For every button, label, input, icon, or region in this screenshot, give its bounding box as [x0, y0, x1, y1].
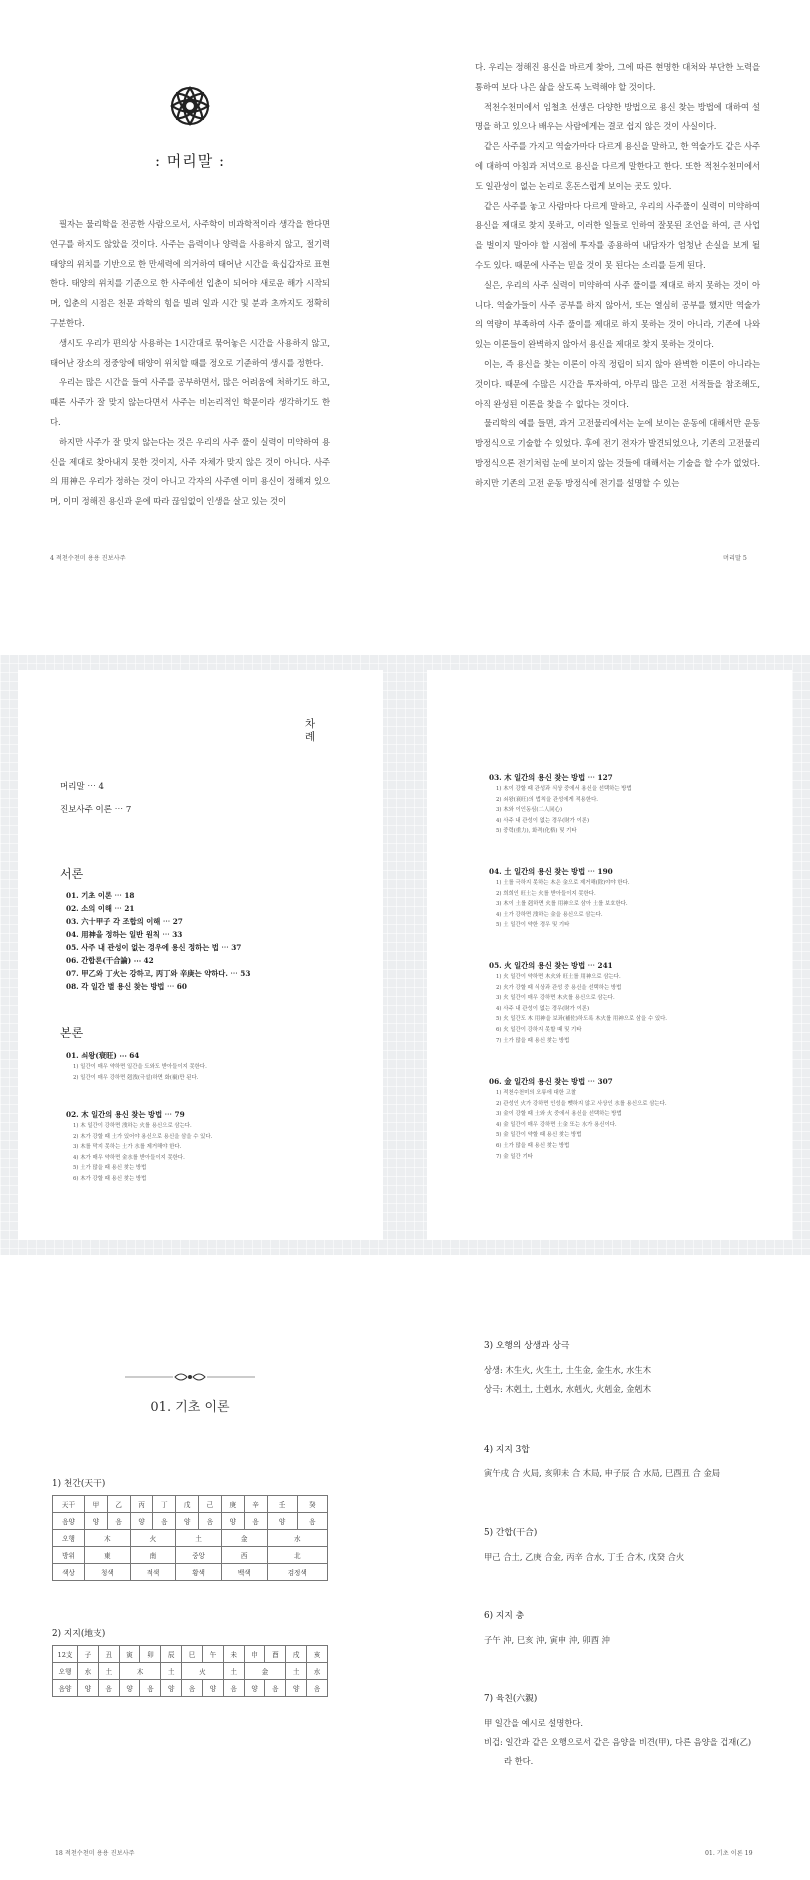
table-cell: 癸 [297, 1496, 327, 1513]
table-cell: 火 [130, 1530, 176, 1547]
table-cell: 木 [119, 1663, 161, 1680]
table-cell: 방위 [53, 1547, 85, 1564]
table-row [53, 1663, 328, 1680]
table-cell: 양 [78, 1680, 99, 1697]
toc-sub-list [66, 1062, 207, 1083]
table-row [53, 1680, 328, 1697]
toc-sub-item[interactable]: 5) 金 일간이 약할 때 용신 찾는 방법 [496, 1132, 582, 1139]
table-cell: 辰 [161, 1646, 182, 1663]
paragraph: 같은 사주를 놓고 사람마다 다르게 말하고, 우리의 사주풀이 실력이 미약하여 용신을 제대로 찾지 못하고, 이러한 일들로 인하여 잘못된 조언을 하여, 큰 사업을 벌이지 말아야 할 시점에 투자를 종용하여 내담자가 엄청난 손실을 보게 될 수도 있다. 때문에 사주는 믿을 것이 못 된다는 소리를 듣게 된다. [475, 200, 760, 270]
table-cell: 甲 [85, 1496, 108, 1513]
table-cell: 南 [130, 1547, 176, 1564]
table-cell: 음 [98, 1680, 119, 1697]
toc-sub-item[interactable]: 3) 木이 土를 剋하면 火를 用神으로 삼아 土를 보호한다. [496, 901, 628, 908]
toc-chapter [489, 771, 632, 837]
table-cell: 음 [153, 1513, 176, 1530]
section-title: 2) 지지(地支) [52, 1629, 106, 1639]
heavenly-stems-table [52, 1495, 328, 1581]
toc-sub-item[interactable]: 1) 일간이 매우 약하면 일간을 도와도 받아들이지 못한다. [73, 1064, 207, 1070]
toc-sub-item[interactable]: 3) 金이 강할 때 土와 火 중에서 용신을 선택하는 방법 [496, 1111, 622, 1118]
table-cell: 오행 [53, 1530, 85, 1547]
toc-sub-item[interactable]: 2) 火가 강할 때 식상과 관성 중 용신을 선택하는 방법 [496, 984, 622, 991]
table-cell: 土 [98, 1663, 119, 1680]
table-cell: 未 [223, 1646, 244, 1663]
table-cell: 음 [199, 1513, 222, 1530]
toc-sub-item[interactable]: 5) 土 일간이 약한 경우 및 기타 [496, 922, 570, 929]
paragraph: 물리학의 예를 들면, 과거 고전물리에서는 눈에 보이는 운동에 대해서만 운동 방정식으로 기술할 수 있었다. 후에 전기 전자가 발견되었으나, 기존의 고전물리 방정식으론 전기처럼 눈에 보이지 않는 것들에 대해서는 기술을 할 수가 없었다. 하지만 기존의 고전 운동 방정식에 전기를 설명할 수 있는 [475, 418, 760, 488]
chapter-title: 01. 기초 이론 [150, 1400, 230, 1415]
table-row [53, 1646, 328, 1663]
section-title: 7) 육친(六親) [484, 1694, 538, 1704]
toc-sub-item[interactable]: 6) 木가 강할 때 용신 찾는 방법 [73, 1175, 147, 1182]
toc-part1-list [66, 889, 250, 993]
table-cell: 음 [307, 1680, 328, 1697]
paragraph: 이는, 즉 용신을 찾는 이론이 아직 정립이 되지 않아 완벽한 이론이 아니라는 것이다. 때문에 수많은 시간을 투자하여, 아무리 많은 고전 서적들을 참조해도, 아직 완성된 이론을 찾을 수 없다는 것이다. [475, 358, 760, 409]
table-cell: 土 [286, 1663, 307, 1680]
toc-sub-item[interactable]: 1) 土를 극하지 못하는 木은 金으로 제거해(除)야야 한다. [496, 880, 630, 886]
paragraph: 생시도 우리가 편의상 사용하는 1시간대로 묶어놓은 시간을 사용하지 않고, 태어난 장소의 정중앙에 태양이 위치할 때를 정오로 기준하여 생시를 정한다. [50, 337, 330, 368]
section-title: 6) 지지 충 [484, 1611, 525, 1621]
paragraph: 적천수천미에서 임철초 선생은 다양한 방법으로 용신 찾는 방법에 대하여 설명을 하고 있으나 배우는 사람에게는 결코 쉽지 않은 것이 사실이다. [475, 101, 760, 132]
table-cell: 戊 [176, 1496, 199, 1513]
toc-item[interactable]: 04. 用神을 정하는 일반 원칙 ⋯ 33 [66, 930, 183, 939]
table-cell: 양 [119, 1680, 140, 1697]
table-cell: 水 [78, 1663, 99, 1680]
table-cell: 火 [182, 1663, 224, 1680]
table-cell: 음 [223, 1680, 244, 1697]
toc-item[interactable]: 07. 甲乙와 丁火는 강하고, 丙丁와 辛庚는 약하다. ⋯ 53 [66, 969, 251, 978]
toc-sub-item[interactable]: 4) 土가 강하면 洩하는 金을 용신으로 삼는다. [496, 911, 603, 918]
preface-heading: : 머리말 : [154, 152, 226, 170]
toc-sub-item[interactable]: 7) 土가 많을 때 용신 찾는 방법 [496, 1037, 570, 1044]
toc-left-page [18, 670, 383, 1240]
toc-sub-item[interactable]: 7) 金 일간 기타 [496, 1153, 533, 1160]
section-title: 4) 지지 3합 [484, 1445, 530, 1455]
paragraph: 다. 우리는 정해진 용신을 바르게 찾아, 그에 따른 현명한 대처와 부단한 노력을 통하여 보다 나은 삶을 살도록 노력해야 할 것이다. [475, 62, 760, 92]
toc-sub-list [489, 784, 632, 837]
page-footer: 머리말 5 [723, 555, 747, 562]
table-cell: 중앙 [176, 1547, 222, 1564]
table-cell: 음양 [53, 1513, 85, 1530]
toc-item[interactable]: 02. 소의 이해 ⋯ 21 [66, 904, 135, 913]
table-cell: 木 [85, 1530, 131, 1547]
toc-item[interactable]: 06. 간합론(干合論) ⋯ 42 [66, 956, 154, 965]
toc-sub-list [66, 1121, 212, 1185]
table-cell: 음 [107, 1513, 130, 1530]
table-cell: 壬 [267, 1496, 297, 1513]
toc-sub-item[interactable]: 3) 木를 막지 못하는 土가 水를 제거해야 한다. [73, 1144, 182, 1151]
table-cell: 辛 [244, 1496, 267, 1513]
toc-item[interactable]: 05. 사주 내 관성이 없는 경우에 용신 정하는 법 ⋯ 37 [66, 943, 242, 952]
toc-sub-item[interactable]: 2) 희희인 旺土는 火를 받아들이지 못한다. [496, 890, 596, 897]
table-row [53, 1530, 328, 1547]
toc-item[interactable]: 06. 金 일간의 용신 찾는 방법 ⋯ 307 [489, 1077, 613, 1086]
preface-right-page [405, 0, 810, 560]
table-row [53, 1513, 328, 1530]
paragraph: 필자는 물리학을 전공한 사람으로서, 사주학이 비과학적이라 생각을 한다면 연구를 하지도 않았을 것이다. 사주는 음력이나 양력을 사용하지 않고, 절기력 태양의 위치를 기반으로 한 만세력에 의거하여 태어난 시간을 육십갑자로 표현한다. 태양의 위치를 기준으로 한 사주에선 입춘이 되어야 새로운 해가 시작되며, 입춘의 시점은 천문 과학의 힘을 빌려 일과 시간 및 분과 초까지도 정확히 구분한다. [50, 219, 330, 328]
table-cell: 오행 [53, 1663, 78, 1680]
table-cell: 天干 [53, 1496, 85, 1513]
toc-sub-list [489, 972, 667, 1046]
table-cell: 음 [244, 1513, 267, 1530]
section-title: 1) 천간(天干) [52, 1479, 106, 1489]
table-cell: 양 [267, 1513, 297, 1530]
table-cell: 색상 [53, 1564, 85, 1581]
table-cell: 申 [244, 1646, 265, 1663]
table-cell: 양 [244, 1680, 265, 1697]
table-cell: 乙 [107, 1496, 130, 1513]
text-line: 상생: 木生火, 火生土, 土生金, 金生水, 水生木 [484, 1365, 652, 1375]
toc-sub-item[interactable]: 5) 火 일간도 木 用神을 보좌(補佐)하도록 木火를 用神으로 삼을 수 있다. [496, 1016, 668, 1023]
table-cell: 子 [78, 1646, 99, 1663]
table-cell: 酉 [265, 1646, 286, 1663]
table-cell: 丑 [98, 1646, 119, 1663]
toc-sub-item[interactable]: 2) 관성인 火가 강하면 인성을 뺏하지 않고 사상인 水를 용신으로 삼는다. [496, 1100, 667, 1107]
table-cell: 午 [202, 1646, 223, 1663]
toc-sub-item[interactable]: 4) 사주 내 관성이 없는 경우(財가 이론) [496, 1005, 590, 1012]
table-cell: 西 [221, 1547, 267, 1564]
toc-sub-item[interactable]: 3) 火 일간이 매우 강하면 木火를 용신으로 삼는다. [496, 995, 615, 1002]
table-cell: 적색 [130, 1564, 176, 1581]
table-cell: 戌 [286, 1646, 307, 1663]
table-cell: 北 [267, 1547, 328, 1564]
toc-sub-item[interactable]: 3) 木와 이인동심(二人同心) [496, 807, 563, 814]
table-cell: 東 [85, 1547, 131, 1564]
table-cell: 양 [130, 1513, 153, 1530]
table-cell: 己 [199, 1496, 222, 1513]
toc-sub-list [489, 1088, 667, 1162]
table-cell: 金 [221, 1530, 267, 1547]
table-cell: 음 [182, 1680, 203, 1697]
toc-sub-item[interactable]: 4) 金 일간이 매우 강하면 土金 또는 水가 용신이다. [496, 1121, 617, 1128]
paragraph: 같은 사주를 가지고 역술가마다 다르게 용신을 말하고, 한 역술가도 같은 사주에 대하여 아침과 저녁으로 용신을 다르게 말한다고 한다. 또한 적천수천미에서도 일관성이 없는 논리로 혼돈스럽게 보이는 곳도 있다. [475, 141, 760, 191]
preface-left-page [0, 0, 405, 560]
toc-sub-item[interactable]: 4) 사주 내 관성이 없는 경우(財가 이론) [496, 817, 590, 824]
toc-chapter [489, 1075, 667, 1162]
table-cell: 土 [176, 1530, 222, 1547]
toc-sub-item[interactable]: 1) 木이 강할 때 관성과 식상 중에서 용신을 선택하는 방법 [496, 786, 632, 792]
earthly-branches-table [52, 1645, 328, 1697]
section-title: 3) 오행의 상생과 상극 [484, 1341, 570, 1351]
table-cell: 巳 [182, 1646, 203, 1663]
toc-item[interactable]: 03. 六十甲子 각 조합의 이해 ⋯ 27 [66, 917, 183, 926]
toc-sub-item[interactable]: 5) 土가 많을 때 용신 찾는 방법 [73, 1165, 147, 1172]
table-row [53, 1547, 328, 1564]
toc-item[interactable]: 08. 각 일간 별 용신 찾는 방법 ⋯ 60 [66, 982, 187, 991]
toc-item[interactable]: 03. 木 일간의 용신 찾는 방법 ⋯ 127 [489, 773, 613, 782]
paragraph: 실은, 우리의 사주 실력이 미약하여 사주 풀이를 제대로 하지 못하는 것이 아니다. 역술가들이 사주 공부를 하지 않아서, 또는 열심히 공부를 했지만 역술가의 역량이 부족하여 사주 풀이를 제대로 하지 못하는 것이 아니라, 기존에 나와있는 이론들이 완벽하지 않아서 용신을 제대로 찾지 못하는 것이다. [475, 279, 760, 350]
table-cell: 金 [244, 1663, 286, 1680]
table-cell: 음 [297, 1513, 327, 1530]
table-cell: 검정색 [267, 1564, 328, 1581]
text-line: 子午 沖, 巳亥 沖, 寅申 沖, 卯酉 沖 [484, 1635, 610, 1645]
basics-right-page [405, 1300, 810, 1880]
toc-sub-item[interactable]: 2) 일간이 매우 강하면 剋洩(극설)하면 화(禍)만 된다. [73, 1074, 199, 1081]
table-row [53, 1564, 328, 1581]
table-cell: 양 [221, 1513, 244, 1530]
table-cell: 12支 [53, 1646, 78, 1663]
table-cell: 水 [307, 1663, 328, 1680]
toc-chapter [489, 959, 667, 1046]
flourish-ornament-icon [125, 1371, 255, 1383]
toc-sub-item[interactable]: 1) 적천수천미의 오류에 대한 고찰 [496, 1090, 577, 1096]
table-cell: 청색 [85, 1564, 131, 1581]
ornament-icon [169, 85, 211, 127]
toc-heading: 차례 [305, 718, 316, 743]
table-cell: 백색 [221, 1564, 267, 1581]
toc-item[interactable]: 04. 土 일간의 용신 찾는 방법 ⋯ 190 [489, 867, 613, 876]
table-cell: 황색 [176, 1564, 222, 1581]
toc-chapter [489, 865, 630, 931]
table-cell: 水 [267, 1530, 328, 1547]
page-footer: 18 적천수천미 용용 진보사주 [55, 1850, 135, 1857]
table-cell: 양 [176, 1513, 199, 1530]
toc-sub-item[interactable]: 1) 火 일간이 약하면 木火와 旺土를 用神으로 삼는다. [496, 974, 621, 980]
toc-item[interactable]: 01. 기초 이론 ⋯ 18 [66, 891, 135, 900]
toc-sub-item[interactable]: 6) 火 일간이 강하지 못할 때 및 기타 [496, 1026, 582, 1033]
toc-sub-item[interactable]: 2) 木가 강할 때 土가 있어야 용신으로 용신을 삼을 수 있다. [73, 1133, 213, 1140]
toc-sub-item[interactable]: 5) 중력(重力), 화격(化格) 및 기타 [496, 828, 577, 835]
text-line: 甲己 合土, 乙庚 合金, 丙辛 合水, 丁壬 合木, 戊癸 合火 [484, 1552, 685, 1562]
toc-chapter [66, 1108, 212, 1185]
table-cell: 음양 [53, 1680, 78, 1697]
table-cell: 庚 [221, 1496, 244, 1513]
toc-sub-item[interactable]: 2) 쇠왕(衰旺)의 법칙을 관성에게 적용한다. [496, 796, 598, 803]
toc-sub-item[interactable]: 1) 木 일간이 강하면 洩하는 火를 용신으로 삼는다. [73, 1123, 192, 1129]
text-line: 寅午戌 合 火局, 亥卯未 合 木局, 申子辰 合 水局, 巳酉丑 合 金局 [484, 1468, 721, 1478]
toc-sub-list [489, 878, 630, 931]
table-cell: 음 [265, 1680, 286, 1697]
table-cell: 양 [286, 1680, 307, 1697]
text-line: 상극: 木剋土, 土剋水, 水剋火, 火剋金, 金剋木 [484, 1384, 652, 1394]
table-row [53, 1496, 328, 1513]
toc-front-item[interactable]: 머리말 ⋯ 4 [60, 782, 104, 792]
table-cell: 음 [140, 1680, 161, 1697]
table-cell: 卯 [140, 1646, 161, 1663]
toc-sub-item[interactable]: 6) 土가 많을 때 용신 찾는 방법 [496, 1142, 570, 1149]
text-line: 비겁: 일간과 같은 오행으로서 같은 음양을 비견(甲), 다른 음양을 겁재(乙) [484, 1737, 752, 1747]
page-footer: 4 적천수천미 용용 진보사주 [50, 555, 126, 562]
toc-chapter [66, 1049, 207, 1083]
preface-left-body [50, 215, 330, 512]
basics-left-page [0, 1300, 405, 1880]
paragraph: 하지만 사주가 잘 맞지 않는다는 것은 우리의 사주 풀이 실력이 미약하여 용신을 제대로 찾아내지 못한 것이지, 사주 자체가 맞지 않은 것이 아니다. 사주의 用神은 우리가 정하는 것이 아니고 각자의 사주엔 이미 용신이 정해져 있으며, 이미 정해진 용신과 운에 따라 끊임없이 인생을 살고 있는 것이 [50, 436, 330, 507]
table-cell: 亥 [307, 1646, 328, 1663]
table-cell: 양 [85, 1513, 108, 1530]
paragraph: 우리는 많은 시간을 들여 사주를 공부하면서, 많은 어려움에 처하기도 하고, 때론 사주가 잘 맞지 않는다면서 사주는 비논리적인 학문이라 생각하기도 한다. [50, 377, 330, 427]
table-cell: 양 [202, 1680, 223, 1697]
toc-item[interactable]: 02. 木 일간의 용신 찾는 방법 ⋯ 79 [66, 1110, 185, 1119]
toc-part-title: 본론 [60, 1026, 84, 1040]
text-line: 甲 일간을 예시로 설명한다. [484, 1718, 583, 1728]
table-cell: 土 [223, 1663, 244, 1680]
toc-item[interactable]: 05. 火 일간의 용신 찾는 방법 ⋯ 241 [489, 961, 613, 970]
toc-front-item[interactable]: 진보사주 이론 ⋯ 7 [60, 805, 132, 815]
table-cell: 丁 [153, 1496, 176, 1513]
table-cell: 寅 [119, 1646, 140, 1663]
table-cell: 丙 [130, 1496, 153, 1513]
text-line: 라 한다. [504, 1756, 534, 1766]
toc-item[interactable]: 01. 쇠왕(衰旺) ⋯ 64 [66, 1051, 140, 1060]
toc-sub-item[interactable]: 4) 木가 매우 약하면 金水를 받아들이지 못한다. [73, 1154, 185, 1161]
table-cell: 土 [161, 1663, 182, 1680]
toc-right-page [427, 670, 792, 1240]
page-footer: 01. 기초 이론 19 [705, 1850, 753, 1857]
table-cell: 양 [161, 1680, 182, 1697]
section-title: 5) 간합(干合) [484, 1528, 538, 1538]
preface-right-body [475, 58, 760, 494]
toc-part-title: 서론 [60, 867, 84, 881]
